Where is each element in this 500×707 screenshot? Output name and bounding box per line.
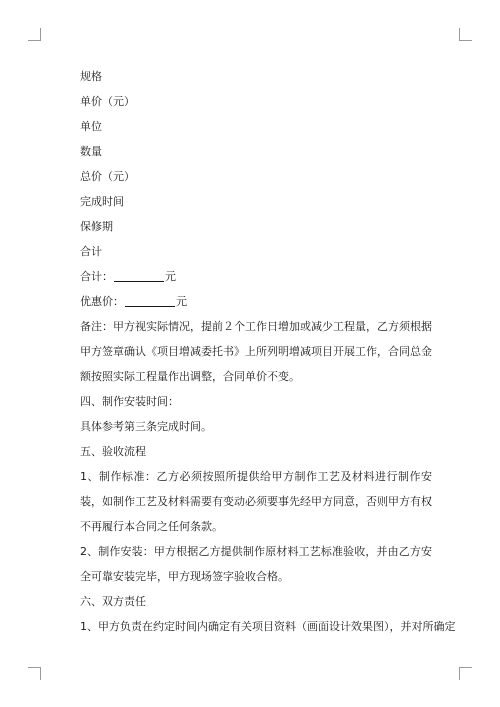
field-unit-price: 单价（元） — [80, 95, 135, 108]
section5-item1: 1、制作标准：乙方必须按照所提供给甲方制作工艺及材料进行制作安装，如制作工艺及材料需要有变动必须要事先经甲方同意，否则甲方有权不再履行本合同之任何条款。 — [80, 470, 432, 533]
total-label: 合计： — [80, 270, 113, 283]
field-spec: 规格 — [80, 70, 102, 83]
crop-mark-top-right — [459, 28, 472, 41]
section6-title: 六、双方责任 — [80, 595, 146, 608]
field-warranty: 保修期 — [80, 220, 113, 233]
section4-body: 具体参考第三条完成时间。 — [80, 420, 212, 433]
field-quantity: 数量 — [80, 145, 102, 158]
field-total-price: 总价（元） — [80, 170, 135, 183]
field-sum: 合计 — [80, 245, 102, 258]
field-unit: 单位 — [80, 120, 102, 133]
total-line — [80, 264, 432, 289]
crop-mark-bottom-left — [28, 667, 41, 680]
discount-suffix: 元 — [176, 295, 187, 308]
document-body — [80, 64, 456, 639]
total-suffix: 元 — [165, 270, 176, 283]
discount-line — [80, 289, 432, 314]
section5-title: 五、验收流程 — [80, 445, 146, 458]
discount-label: 优惠价： — [80, 295, 124, 308]
section5-item2: 2、制作安装：甲方根据乙方提供制作原材料工艺标准验收，并由乙方安全可靠安装完毕，甲方现场签字验收合格。 — [80, 545, 432, 583]
total-blank — [114, 270, 164, 282]
crop-mark-bottom-right — [459, 667, 472, 680]
field-completion-time: 完成时间 — [80, 195, 124, 208]
discount-blank — [125, 295, 175, 307]
section6-item1: 1、甲方负责在约定时间内确定有关项目资料（画面设计效果图），并对所确定 — [80, 620, 456, 633]
crop-mark-top-left — [28, 28, 41, 41]
section4-title: 四、制作安装时间： — [80, 395, 179, 408]
note-paragraph: 备注：甲方视实际情况，提前２个工作日增加或减少工程量，乙方须根据甲方签章确认《项目增减委托书》上所列明增减项目开展工作，合同总金额按照实际工程量作出调整，合同单价不变。 — [80, 320, 432, 383]
